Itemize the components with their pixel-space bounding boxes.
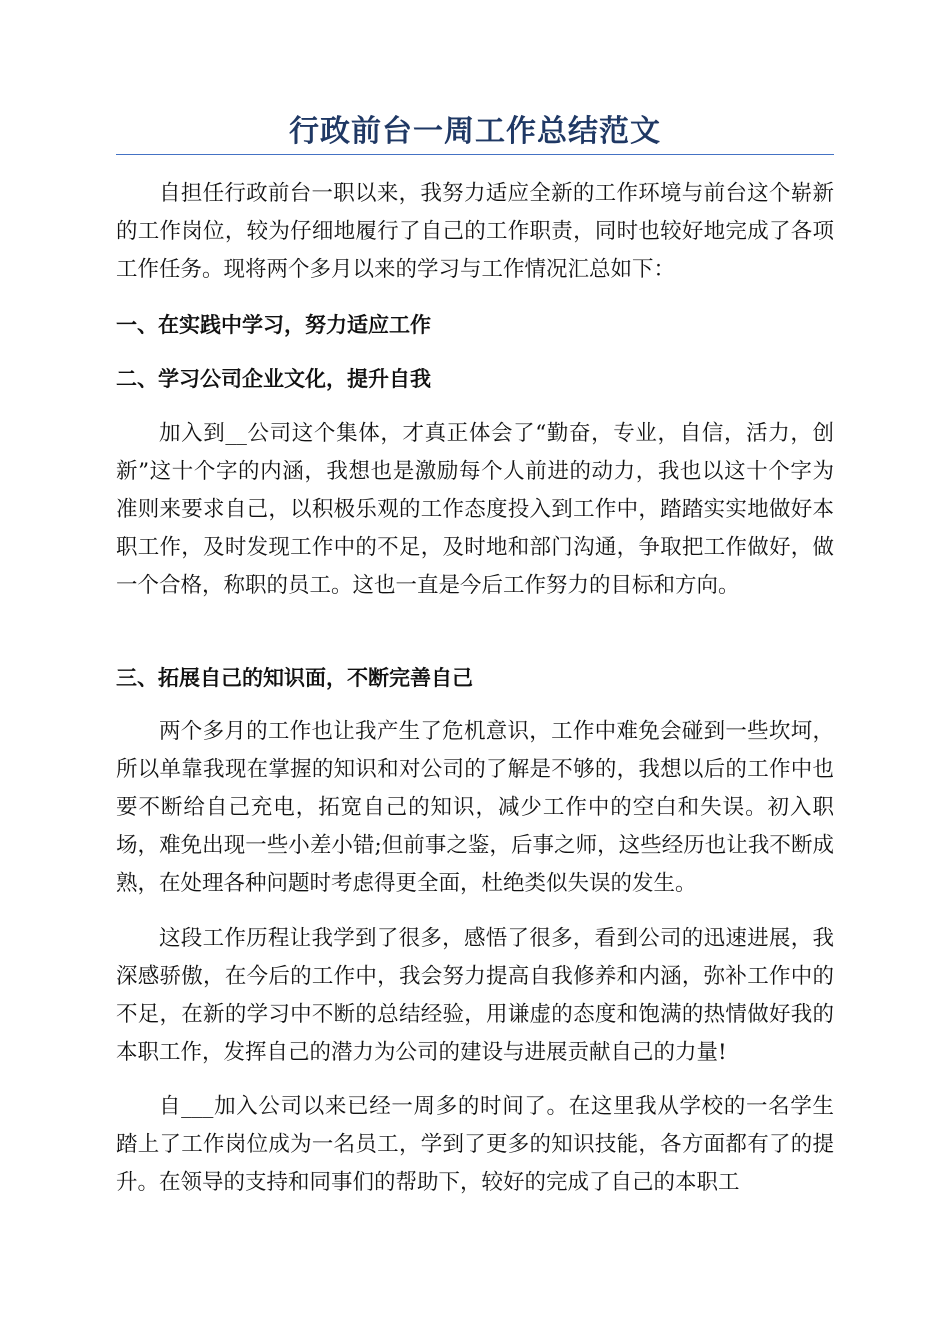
intro-paragraph: 自担任行政前台一职以来，我努力适应全新的工作环境与前台这个崭新的工作岗位，较为仔细地履行了自己的工作职责，同时也较好地完成了各项工作任务。现将两个多月以来的学习与工作情况汇总如下： [116,181,834,282]
final-paragraph: 自___加入公司以来已经一周多的时间了。在这里我从学校的一名学生踏上了工作岗位成为一名员工，学到了更多的知识技能，各方面都有了的提升。在领导的支持和同事们的帮助下，较好的完成了自己的本职工 [116,1094,834,1195]
section-heading-3: 三、拓展自己的知识面，不断完善自己 [116,666,473,690]
document-title: 行政前台一周工作总结范文 [289,114,661,149]
section-3-paragraph-2: 这段工作历程让我学到了很多，感悟了很多，看到公司的迅速进展，我深感骄傲，在今后的工作中，我会努力提高自我修养和内涵，弥补工作中的不足，在新的学习中不断的总结经验，用谦虚的态度和饱满的热情做好我的本职工作，发挥自己的潜力为公司的建设与进展贡献自己的力量! [116,926,834,1065]
section-heading-1: 一、在实践中学习，努力适应工作 [116,313,431,337]
section-heading-2: 二、学习公司企业文化，提升自我 [116,367,431,391]
title-underline [116,154,834,155]
section-3-paragraph-1: 两个多月的工作也让我产生了危机意识，工作中难免会碰到一些坎坷，所以单靠我现在掌握的知识和对公司的了解是不够的，我想以后的工作中也要不断给自己充电，拓宽自己的知识，减少工作中的空白和失误。初入职场，难免出现一些小差小错;但前事之鉴，后事之师，这些经历也让我不断成熟，在处理各种问题时考虑得更全面，杜绝类似失误的发生。 [116,719,834,896]
section-2-paragraph: 加入到__公司这个集体，才真正体会了“勤奋，专业，自信，活力，创新”这十个字的内涵，我想也是激励每个人前进的动力，我也以这十个字为准则来要求自己，以积极乐观的工作态度投入到工作中，踏踏实实地做好本职工作，及时发现工作中的不足，及时地和部门沟通，争取把工作做好，做一个合格，称职的员工。这也一直是今后工作努力的目标和方向。 [116,421,834,598]
